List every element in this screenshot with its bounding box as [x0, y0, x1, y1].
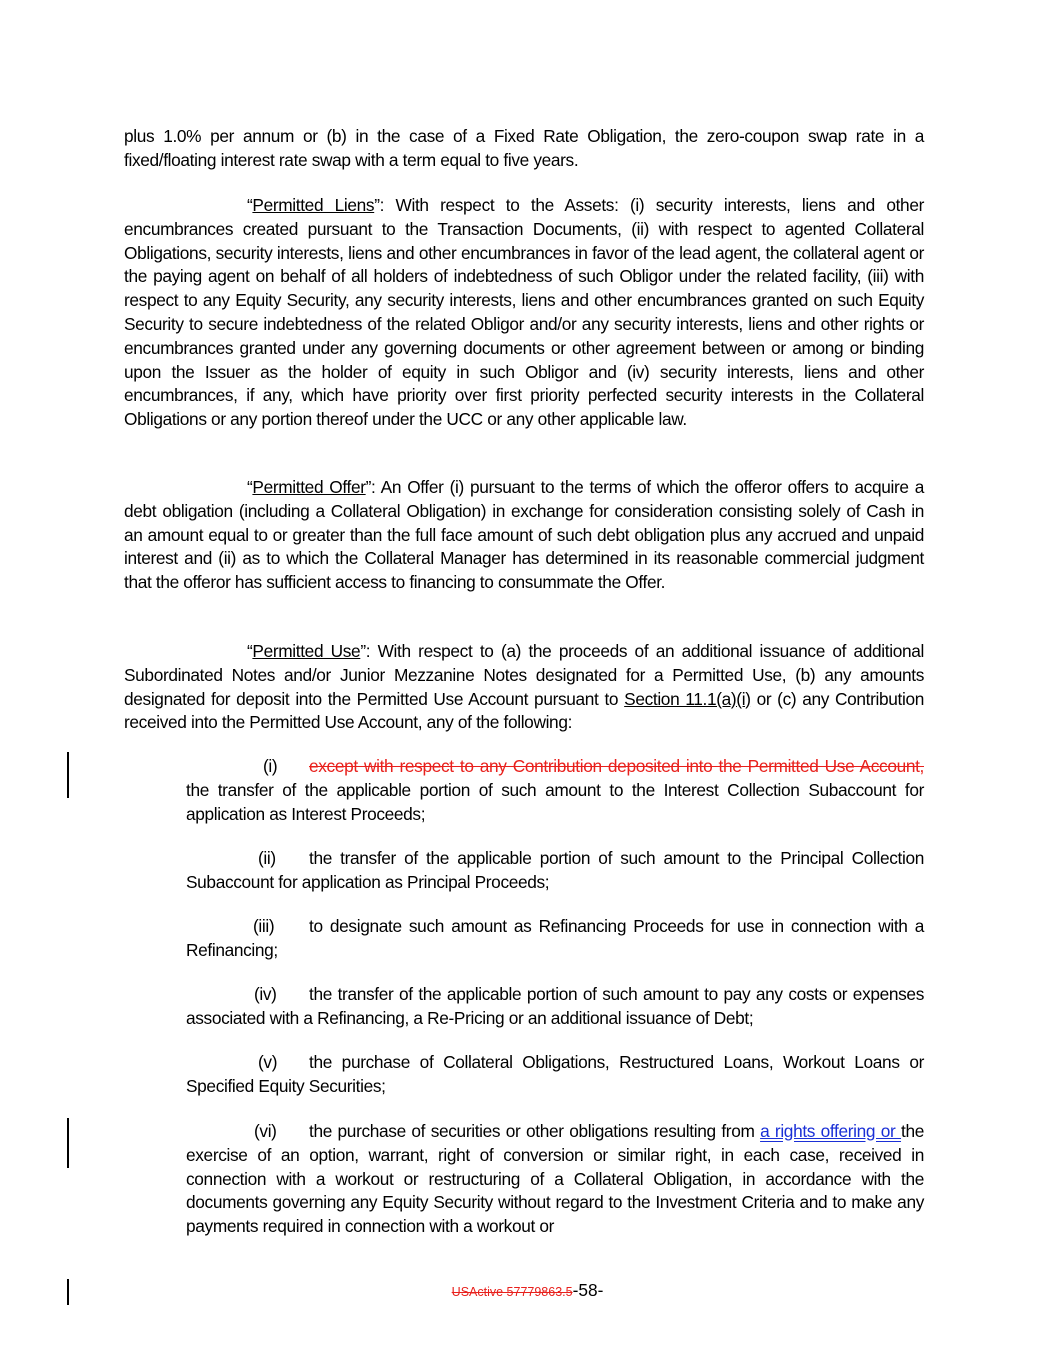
list-item-vi: (vi) the purchase of securities or other obligations resulting from a rights offering or the exercise of an option, warrant, right of conversion or similar right, in each case, received in connection with a workout or restructuring of a Collateral Obligation, in accordance with the documents governing any Equity Security without regard to the Investment Criteria and to make any payments required in connection with a workout or: [186, 1121, 924, 1237]
inserted-text: a rights offering or: [760, 1121, 902, 1141]
change-bar: [67, 1118, 69, 1168]
defined-term: Permitted Offer: [252, 477, 366, 497]
deleted-doc-id: USActive 57779863.5: [451, 1285, 573, 1299]
page-footer: [0, 1280, 1055, 1301]
list-item-v: (v) the purchase of Collateral Obligations, Restructured Loans, Workout Loans or Specified Equity Securities;: [186, 1052, 924, 1096]
page-number: -58-: [572, 1280, 604, 1300]
list-item-i: (i) except with respect to any Contribution deposited into the Permitted Use Account, the transfer of the applicable portion of such amount to the Interest Collection Subaccount for application as Interest Proceeds;: [186, 756, 924, 824]
paragraph-continuation: plus 1.0% per annum or (b) in the case of a Fixed Rate Obligation, the zero-coupon swap rate in a fixed/floating interest rate swap with a term equal to five years.: [124, 126, 924, 170]
section-reference[interactable]: Section 11.1(a)(i): [624, 688, 751, 709]
definition-permitted-use: “Permitted Use”: With respect to (a) the proceeds of an additional issuance of additional Subordinated Notes and/or Junior Mezzanine Notes designated for a Permitted Use, (b) any amounts designated for deposit into the Permitted Use Account pursuant to Section 11.1(a)(i) or (c) any Contribution received into the Permitted Use Account, any of the following:: [124, 641, 924, 733]
defined-term: Permitted Liens: [252, 195, 375, 215]
change-bar: [67, 752, 69, 798]
definition-permitted-liens: “Permitted Liens”: With respect to the Assets: (i) security interests, liens and other encumbrances created pursuant to the Transaction Documents, (ii) with respect to agented Collateral Obligations, security interests, liens and other encumbrances in favor of the lead agent, the collateral agent or the paying agent on behalf of all holders of indebtedness of such Obligor under the related facility, (iii) with respect to any Equity Security, any security interests, liens and other encumbrances granted on such Equity Security to secure indebtedness of the related Obligor and/or any security interests, liens and other rights or encumbrances granted under any governing documents or other agreement between or among or binding upon the Issuer as the holder of equity in such Obligor and (iv) security interests, liens and other encumbrances, if any, which have priority over first priority perfected security interests in the Collateral Obligations or any portion thereof under the UCC or any other applicable law.: [124, 195, 924, 430]
list-item-ii: (ii) the transfer of the applicable portion of such amount to the Principal Collection Subaccount for application as Principal Proceeds;: [186, 848, 924, 892]
deleted-text: except with respect to any Contribution deposited into the Permitted Use Account,: [309, 756, 924, 776]
list-item-iv: (iv) the transfer of the applicable portion of such amount to pay any costs or expenses associated with a Refinancing, a Re-Pricing or an additional issuance of Debt;: [186, 984, 924, 1028]
definition-permitted-offer: “Permitted Offer”: An Offer (i) pursuant to the terms of which the offeror offers to acquire a debt obligation (including a Collateral Obligation) in exchange for consideration consisting solely of Cash in an amount equal to or greater than the full face amount of such debt obligation plus any accrued and unpaid interest and (ii) as to which the Collateral Manager has determined in its reasonable commercial judgment that the offeror has sufficient access to financing to consummate the Offer.: [124, 477, 924, 593]
defined-term: Permitted Use: [252, 641, 361, 661]
list-item-iii: (iii) to designate such amount as Refinancing Proceeds for use in connection with a Refinancing;: [186, 916, 924, 960]
